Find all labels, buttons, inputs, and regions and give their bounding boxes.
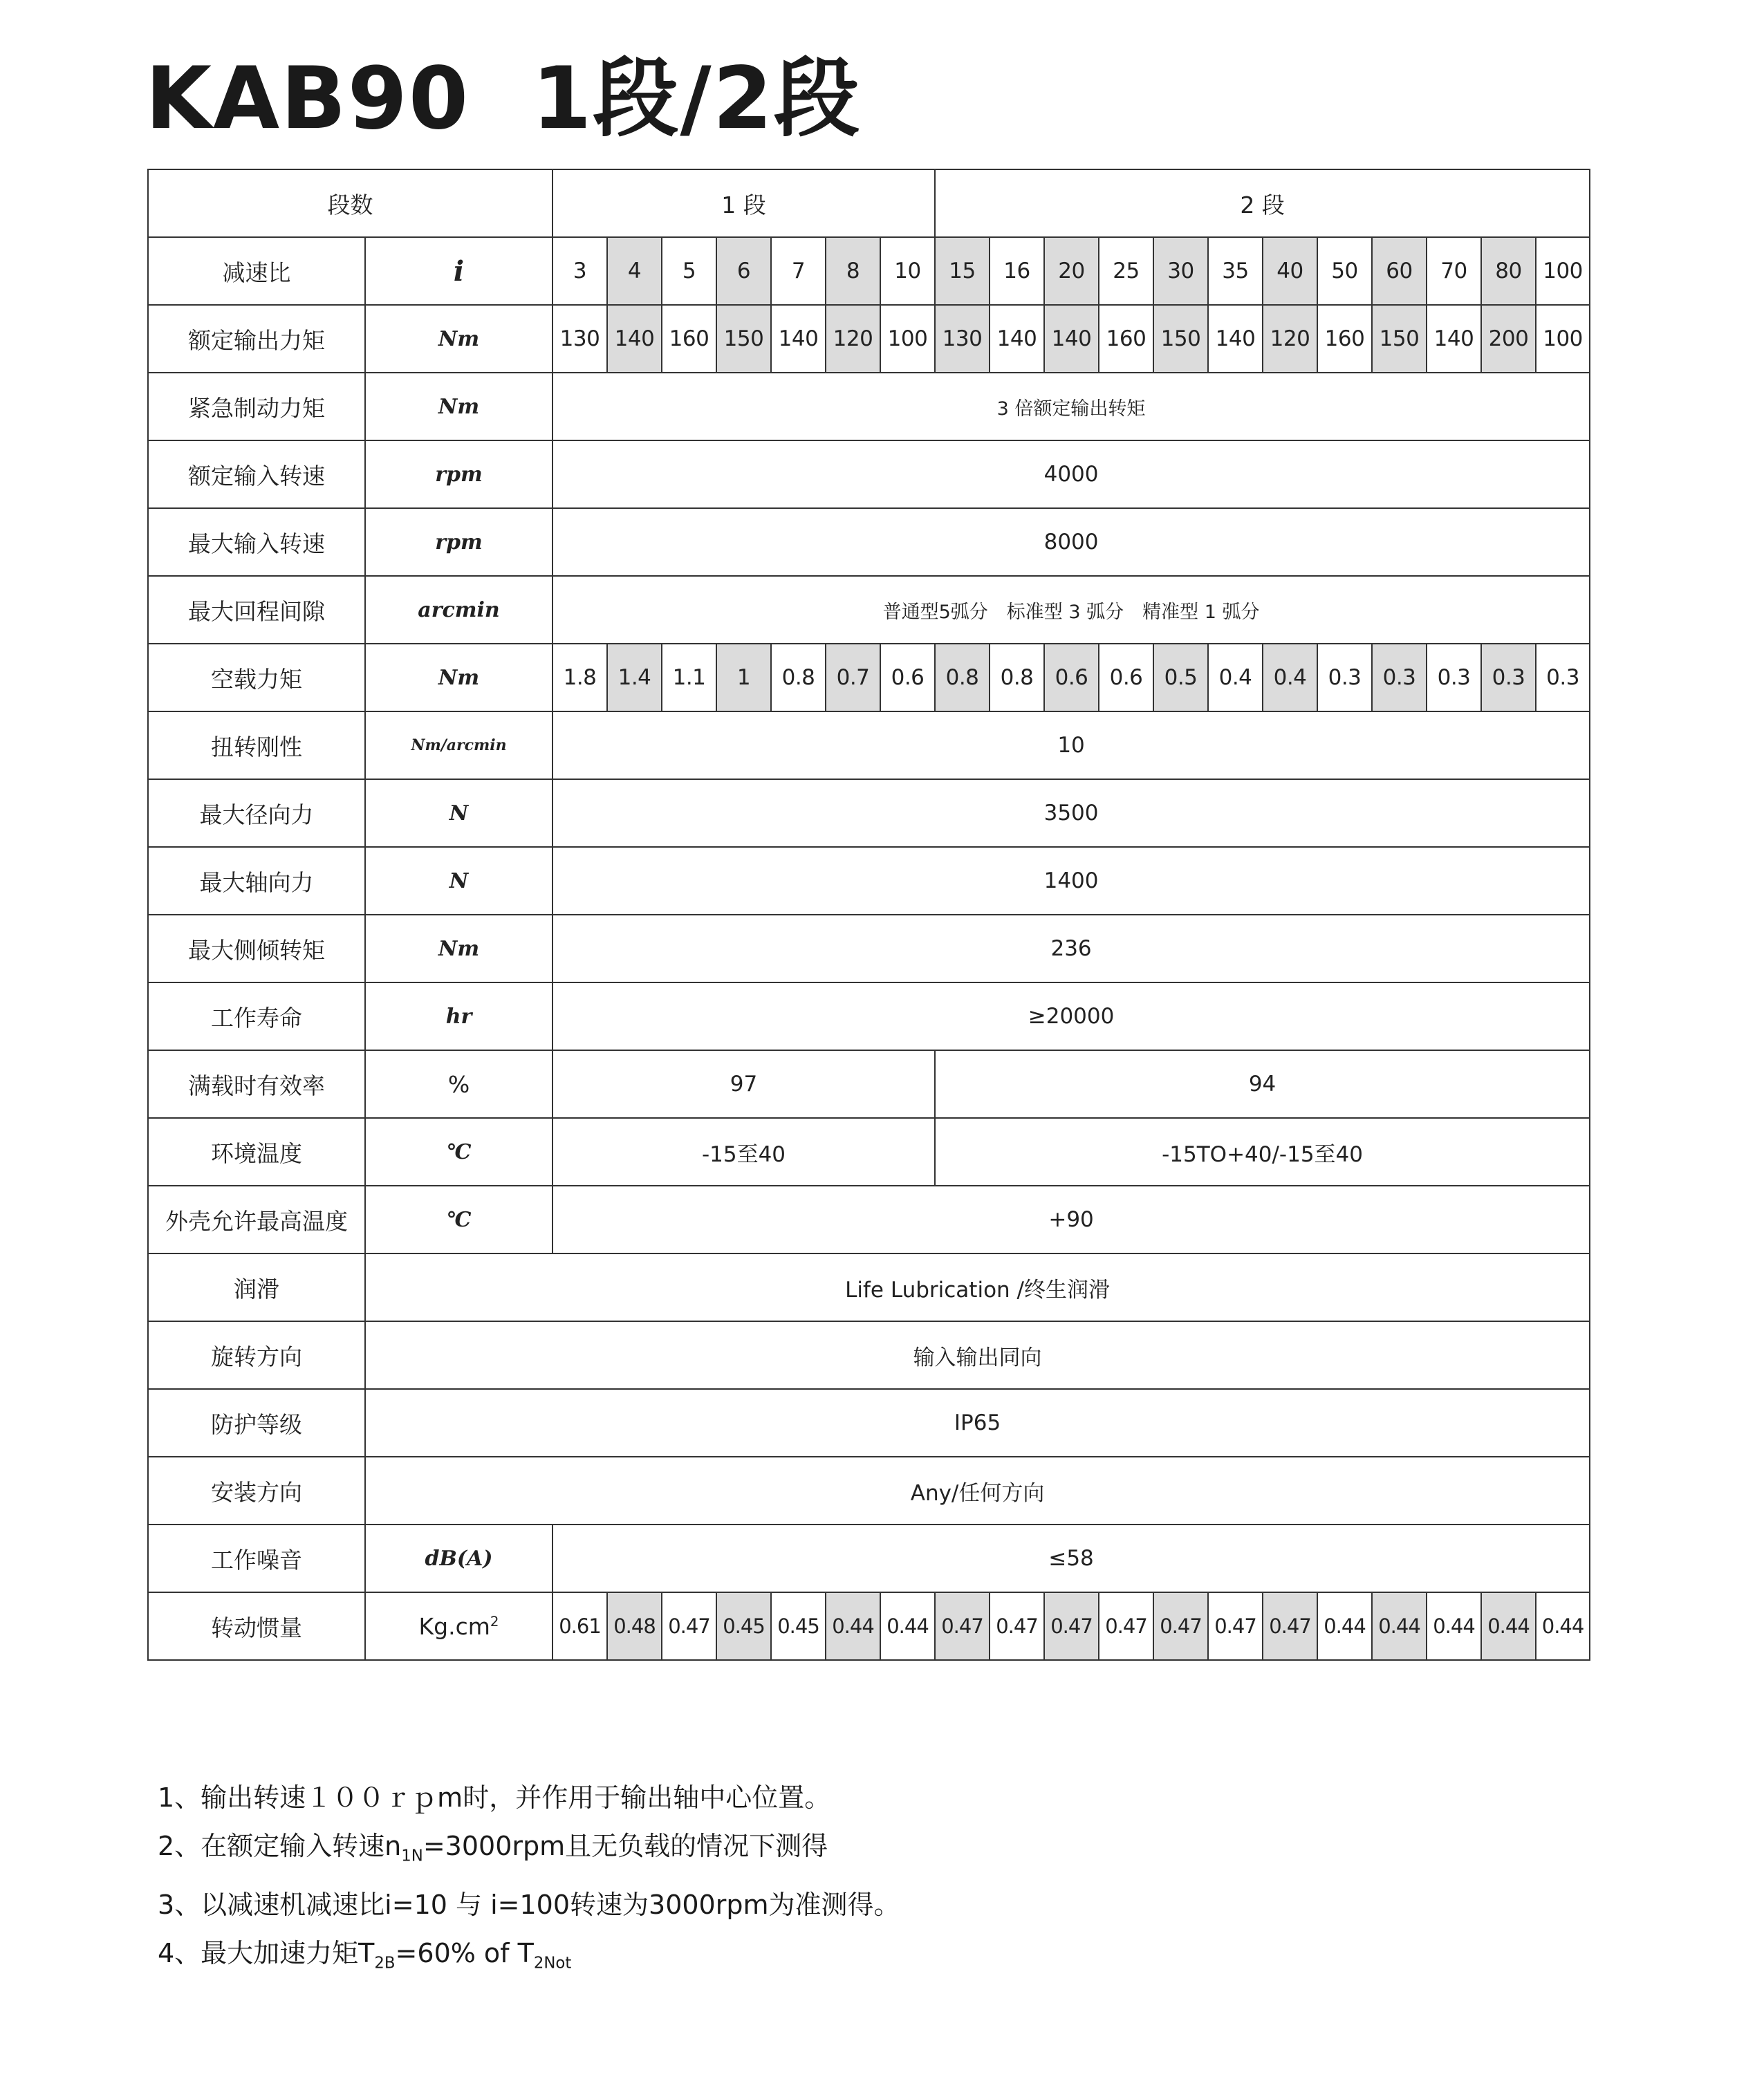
value-cell: 0.7	[826, 644, 880, 711]
row-value: IP65	[365, 1389, 1590, 1457]
value-cell: 130	[553, 305, 607, 373]
value-cell: 60	[1372, 237, 1427, 305]
max-backlash-row	[148, 576, 1590, 644]
row-unit: Nm	[365, 373, 553, 440]
efficiency-row	[148, 1050, 1590, 1118]
value-cell: 16	[990, 237, 1044, 305]
value-cell: 0.8	[935, 644, 990, 711]
note-4-mid: =60% of T	[395, 1937, 534, 1968]
value-cell: 10	[880, 237, 935, 305]
row-unit: ℃	[365, 1118, 553, 1186]
value-cell: 0.44	[880, 1592, 935, 1660]
note-4-subscript-2: 2Not	[533, 1954, 572, 1973]
value-cell: 1.8	[553, 644, 607, 711]
value-cell: 0.48	[607, 1592, 662, 1660]
value-cell: 100	[1536, 237, 1590, 305]
row-label: 最大回程间隙	[148, 576, 365, 644]
note-2-text: 2、在额定输入转速n	[158, 1831, 402, 1861]
inertia-row	[148, 1592, 1590, 1660]
mounting-row	[148, 1457, 1590, 1525]
value-cell: 120	[1263, 305, 1317, 373]
stage2-value: 94	[935, 1050, 1590, 1118]
service-life-row	[148, 982, 1590, 1050]
value-cell: 3	[553, 237, 607, 305]
note-2	[158, 1822, 900, 1881]
row-label: 减速比	[148, 237, 365, 305]
row-label: 额定输入转速	[148, 440, 365, 508]
max-housing-temp-row	[148, 1186, 1590, 1253]
row-value: 输入输出同向	[365, 1321, 1590, 1389]
unit-superscript: 2	[490, 1613, 499, 1630]
page-title	[145, 49, 861, 149]
row-unit: rpm	[365, 508, 553, 576]
value-cell: 150	[716, 305, 771, 373]
value-cell: 140	[607, 305, 662, 373]
max-tilting-torque-row	[148, 915, 1590, 982]
row-value: 8000	[553, 508, 1590, 576]
value-cell: 120	[826, 305, 880, 373]
torsional-rigidity-row	[148, 711, 1590, 779]
value-cell: 0.47	[1099, 1592, 1153, 1660]
row-unit: hr	[365, 982, 553, 1050]
value-cell: 0.3	[1427, 644, 1481, 711]
value-cell: 140	[1044, 305, 1099, 373]
row-value: 普通型5弧分 标准型 3 弧分 精准型 1 弧分	[553, 576, 1590, 644]
row-label: 最大侧倾转矩	[148, 915, 365, 982]
stage-header-row	[148, 169, 1590, 237]
value-cell: 200	[1481, 305, 1536, 373]
row-unit: Nm	[365, 915, 553, 982]
note-4	[158, 1929, 900, 1988]
value-cell: 0.44	[1536, 1592, 1590, 1660]
emergency-torque-row	[148, 373, 1590, 440]
value-cell: 0.61	[553, 1592, 607, 1660]
row-unit: %	[365, 1050, 553, 1118]
row-label: 紧急制动力矩	[148, 373, 365, 440]
value-cell: 25	[1099, 237, 1153, 305]
value-cell: 0.47	[662, 1592, 716, 1660]
value-cell: 0.3	[1317, 644, 1372, 711]
notes	[158, 1773, 900, 1987]
value-cell: 80	[1481, 237, 1536, 305]
value-cell: 0.47	[1208, 1592, 1263, 1660]
value-cell: 0.6	[1099, 644, 1153, 711]
row-unit: i	[365, 237, 553, 305]
row-unit: rpm	[365, 440, 553, 508]
row-label: 安装方向	[148, 1457, 365, 1525]
value-cell: 1	[716, 644, 771, 711]
value-cell: 1.4	[607, 644, 662, 711]
value-cell: 0.44	[1372, 1592, 1427, 1660]
value-cell: 0.45	[716, 1592, 771, 1660]
note-4-text: 4、最大加速力矩T	[158, 1937, 375, 1968]
row-unit: N	[365, 847, 553, 915]
row-label: 工作寿命	[148, 982, 365, 1050]
row-unit: N	[365, 779, 553, 847]
value-cell: 15	[935, 237, 990, 305]
value-cell: 0.47	[990, 1592, 1044, 1660]
row-value: ≤58	[553, 1525, 1590, 1592]
row-label: 空载力矩	[148, 644, 365, 711]
row-label: 最大轴向力	[148, 847, 365, 915]
row-value: 3500	[553, 779, 1590, 847]
value-cell: 0.44	[826, 1592, 880, 1660]
stage-count-label: 段数	[148, 169, 553, 237]
protection-class-row	[148, 1389, 1590, 1457]
stage2-value: -15TO+40/-15至40	[935, 1118, 1590, 1186]
value-cell: 5	[662, 237, 716, 305]
row-unit: Nm	[365, 305, 553, 373]
value-cell: 0.44	[1427, 1592, 1481, 1660]
row-label: 满载时有效率	[148, 1050, 365, 1118]
note-2-tail: =3000rpm且无负载的情况下测得	[423, 1831, 828, 1861]
rotation-direction-row	[148, 1321, 1590, 1389]
value-cell: 130	[935, 305, 990, 373]
value-cell: 1.1	[662, 644, 716, 711]
spec-table	[147, 169, 1590, 1661]
value-cell: 0.45	[771, 1592, 826, 1660]
value-cell: 50	[1317, 237, 1372, 305]
max-radial-force-row	[148, 779, 1590, 847]
row-label: 防护等级	[148, 1389, 365, 1457]
value-cell: 0.8	[771, 644, 826, 711]
note-1: 1、输出转速１００ｒｐm时，并作用于输出轴中心位置。	[158, 1782, 831, 1813]
value-cell: 0.47	[1153, 1592, 1208, 1660]
stage2-header: 2 段	[935, 169, 1590, 237]
row-label: 旋转方向	[148, 1321, 365, 1389]
value-cell: 0.47	[1263, 1592, 1317, 1660]
row-value: 1400	[553, 847, 1590, 915]
note-2-subscript: 1N	[401, 1847, 423, 1865]
value-cell: 30	[1153, 237, 1208, 305]
row-unit: arcmin	[365, 576, 553, 644]
ambient-temp-row	[148, 1118, 1590, 1186]
row-label: 转动惯量	[148, 1592, 365, 1660]
value-cell: 160	[1317, 305, 1372, 373]
value-cell: 40	[1263, 237, 1317, 305]
row-label: 扭转刚性	[148, 711, 365, 779]
row-value: 3 倍额定输出转矩	[553, 373, 1590, 440]
value-cell: 0.44	[1481, 1592, 1536, 1660]
value-cell: 70	[1427, 237, 1481, 305]
value-cell: 140	[1208, 305, 1263, 373]
row-unit	[365, 1592, 553, 1660]
value-cell: 35	[1208, 237, 1263, 305]
value-cell: 8	[826, 237, 880, 305]
value-cell: 0.4	[1263, 644, 1317, 711]
row-label: 工作噪音	[148, 1525, 365, 1592]
stage1-value: -15至40	[553, 1118, 935, 1186]
row-unit: ℃	[365, 1186, 553, 1253]
model-name: KAB90	[145, 49, 470, 149]
row-value: +90	[553, 1186, 1590, 1253]
row-unit: dB(A)	[365, 1525, 553, 1592]
row-value: ≥20000	[553, 982, 1590, 1050]
row-label: 润滑	[148, 1253, 365, 1321]
value-cell: 100	[1536, 305, 1590, 373]
value-cell: 150	[1153, 305, 1208, 373]
row-label: 外壳允许最高温度	[148, 1186, 365, 1253]
value-cell: 140	[1427, 305, 1481, 373]
row-label: 最大输入转速	[148, 508, 365, 576]
noise-row	[148, 1525, 1590, 1592]
value-cell: 0.3	[1372, 644, 1427, 711]
value-cell: 0.6	[880, 644, 935, 711]
ratio-row	[148, 237, 1590, 305]
row-value: 4000	[553, 440, 1590, 508]
value-cell: 0.8	[990, 644, 1044, 711]
value-cell: 0.44	[1317, 1592, 1372, 1660]
value-cell: 0.4	[1208, 644, 1263, 711]
value-cell: 0.3	[1536, 644, 1590, 711]
no-load-torque-row	[148, 644, 1590, 711]
value-cell: 6	[716, 237, 771, 305]
value-cell: 0.5	[1153, 644, 1208, 711]
note-4-subscript: 2B	[374, 1954, 396, 1973]
value-cell: 140	[771, 305, 826, 373]
row-unit: Nm/arcmin	[365, 711, 553, 779]
value-cell: 7	[771, 237, 826, 305]
note-3: 3、以减速机减速比i=10 与 i=100转速为3000rpm为准测得。	[158, 1889, 900, 1920]
value-cell: 4	[607, 237, 662, 305]
rated-torque-row	[148, 305, 1590, 373]
stage-title: 1段/2段	[532, 49, 861, 149]
value-cell: 0.47	[935, 1592, 990, 1660]
row-label: 最大径向力	[148, 779, 365, 847]
row-value: Life Lubrication /终生润滑	[365, 1253, 1590, 1321]
value-cell: 0.6	[1044, 644, 1099, 711]
row-unit: Nm	[365, 644, 553, 711]
value-cell: 160	[662, 305, 716, 373]
row-label: 额定输出力矩	[148, 305, 365, 373]
stage1-header: 1 段	[553, 169, 935, 237]
value-cell: 140	[990, 305, 1044, 373]
value-cell: 150	[1372, 305, 1427, 373]
row-label: 环境温度	[148, 1118, 365, 1186]
value-cell: 0.47	[1044, 1592, 1099, 1660]
row-value: 236	[553, 915, 1590, 982]
max-axial-force-row	[148, 847, 1590, 915]
max-input-speed-row	[148, 508, 1590, 576]
lubrication-row	[148, 1253, 1590, 1321]
stage1-value: 97	[553, 1050, 935, 1118]
value-cell: 0.3	[1481, 644, 1536, 711]
unit-text: Kg.cm	[418, 1612, 490, 1640]
row-value: 10	[553, 711, 1590, 779]
rated-input-speed-row	[148, 440, 1590, 508]
value-cell: 100	[880, 305, 935, 373]
value-cell: 160	[1099, 305, 1153, 373]
row-value: Any/任何方向	[365, 1457, 1590, 1525]
value-cell: 20	[1044, 237, 1099, 305]
